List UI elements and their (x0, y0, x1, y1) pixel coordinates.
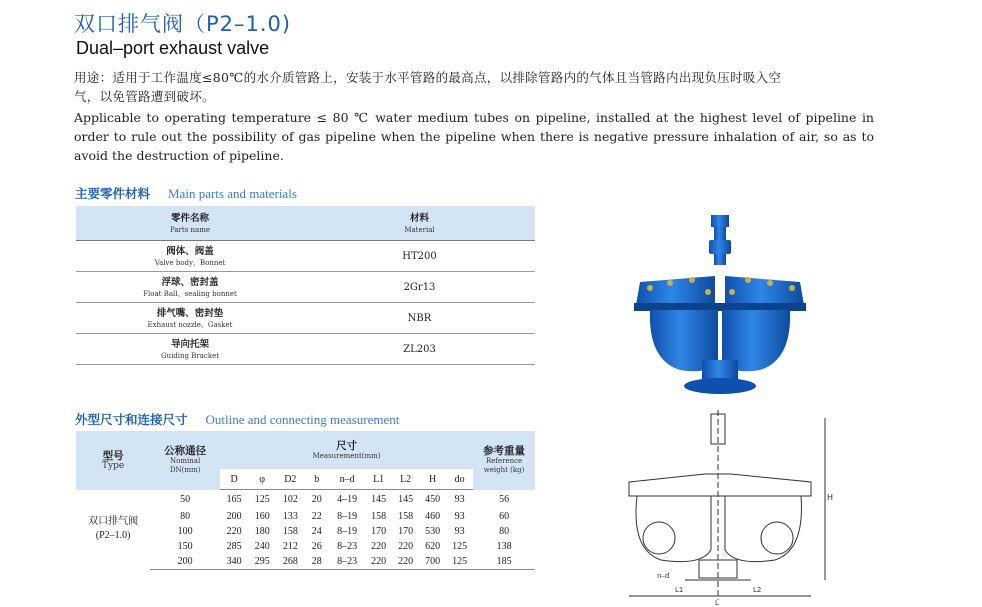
model-cn: 双口排气阀 (88, 516, 139, 528)
weight-en1: Reference (485, 457, 523, 466)
drawing-label-nd: n–d (657, 572, 670, 580)
dim-value: 8–19 (337, 525, 358, 537)
parts-table (76, 206, 535, 365)
type-en: Type (102, 460, 125, 471)
description (74, 68, 874, 165)
dim-value: 268 (276, 554, 304, 570)
dim-value: 24 (311, 525, 322, 537)
dim-value: 93 (454, 525, 465, 537)
weight-cn: 参考重量 (483, 445, 526, 458)
drawing-left-body (636, 496, 711, 562)
dim-value: 240 (254, 540, 270, 552)
dim-value: 158 (282, 525, 298, 537)
dims-table (76, 431, 535, 570)
valve-inlet-flange (684, 378, 756, 394)
drawing-left-float (643, 522, 675, 554)
dim-value: 220 (226, 525, 242, 537)
dim-value: 180 (254, 525, 270, 537)
part-name (76, 334, 304, 365)
parts-header-row (76, 206, 535, 241)
dim-value: 285 (226, 540, 242, 552)
dim-value: 200 (226, 510, 242, 522)
valve-left-cover (636, 276, 715, 305)
dim-value: 170 (371, 525, 387, 537)
dim-value: 165 (226, 493, 242, 505)
dn-cn: 公称通径 (164, 445, 207, 458)
weight-value: 185 (473, 554, 535, 570)
part-name-cn: 导向托架 (170, 338, 209, 350)
dim-value: 160 (254, 510, 270, 522)
col-header: H (419, 469, 446, 490)
dim-value: 4–19 (337, 493, 358, 505)
col-header: n–d (329, 469, 365, 490)
dims-header-size (220, 431, 473, 469)
part-name-en: Exhaust nozzle、Gasket (147, 320, 233, 329)
dim-value: 125 (452, 540, 468, 552)
col-header: D (220, 469, 248, 490)
dim-value: 125 (446, 554, 473, 570)
model-code: (P2–1.0) (95, 530, 131, 542)
dn-value: 50 (180, 493, 191, 505)
part-name-cn: 排气嘴、密封垫 (156, 307, 224, 319)
weight-value: 60 (499, 510, 510, 522)
dims-heading-cn: 外型尺寸和连接尺寸 (75, 412, 188, 427)
part-name-en: Float Ball、sealing bonnet (143, 289, 237, 298)
col-header: φ (248, 469, 276, 490)
drawing-right-float (761, 522, 793, 554)
dim-value: 102 (282, 493, 298, 505)
description-en: Applicable to operating temperature ≤ 80 ℃ water medium tubes on pipeline, installed at the highest level of pipeline in order to rule out the possibility of gas pipeline when the pipeline when there is negative pressure inhalation of air, so as to avoid the destruction of pipeline. (74, 110, 874, 163)
dims-section-heading (75, 410, 399, 428)
part-name (76, 303, 304, 334)
dim-value: 93 (454, 493, 465, 505)
dim-value: 22 (311, 510, 322, 522)
dn-en1: Nominal (170, 457, 201, 466)
parts-header-material (304, 206, 535, 241)
col-header: do (446, 469, 473, 490)
table-row (76, 272, 535, 303)
part-name (76, 241, 304, 272)
dn-en2: DN(mm) (169, 466, 201, 475)
dim-value: 133 (282, 510, 298, 522)
page-title-cn: 双口排气阀（P2–1.0) (74, 12, 292, 36)
weight-value: 80 (499, 525, 510, 537)
table-row (76, 241, 535, 272)
dim-value: 340 (220, 554, 248, 570)
dim-value: 170 (398, 525, 414, 537)
dim-value: 158 (371, 510, 387, 522)
dim-value: 450 (425, 493, 441, 505)
valve-top-cap (711, 215, 729, 227)
dim-value: 220 (365, 554, 392, 570)
dim-value: 125 (254, 493, 270, 505)
parts-heading-en: Main parts and materials (168, 186, 297, 201)
part-name-cn: 阀体、阀盖 (166, 245, 214, 257)
dim-value: 460 (425, 510, 441, 522)
dims-header-weight (473, 431, 535, 490)
weight-value: 56 (499, 493, 510, 505)
parts-heading-cn: 主要零件材料 (75, 186, 151, 201)
dim-value: 8–23 (329, 554, 365, 570)
parts-header-mat-cn: 材料 (409, 212, 429, 224)
dim-value: 700 (419, 554, 446, 570)
weight-en2: weight (kg) (483, 466, 525, 475)
part-name-en: Guiding Bracket (160, 351, 220, 360)
dim-value: 212 (282, 540, 298, 552)
dims-heading-en: Outline and connecting measurement (205, 412, 400, 427)
parts-header-mat-en: Material (404, 225, 435, 234)
dim-value: 93 (454, 510, 465, 522)
dim-value: 26 (311, 540, 322, 552)
size-en: Measurement(mm) (312, 451, 381, 460)
dims-header-type (76, 431, 150, 490)
part-name-en: Valve body、Bonnet (154, 258, 226, 267)
dim-value: 145 (398, 493, 414, 505)
drawing-label-L1: L1 (675, 586, 684, 594)
dim-value: 8–23 (337, 540, 358, 552)
table-row (76, 303, 535, 334)
valve-flange-line (634, 303, 806, 311)
table-row (76, 490, 535, 509)
table-row (76, 334, 535, 365)
dim-value: 220 (371, 540, 387, 552)
part-name (76, 272, 304, 303)
dim-value: 530 (425, 525, 441, 537)
part-name-cn: 浮球、密封盖 (161, 276, 219, 288)
parts-header-name-en: Parts name (169, 225, 210, 234)
dim-value: 220 (392, 554, 419, 570)
dim-value: 8–19 (337, 510, 358, 522)
model-cell (76, 490, 150, 570)
parts-header-name (76, 206, 304, 241)
parts-section-heading (75, 184, 297, 202)
drawing-label-L: L (715, 599, 719, 607)
drawing-label-H: H (827, 493, 834, 502)
dim-value: 220 (398, 540, 414, 552)
dim-value: 158 (398, 510, 414, 522)
dim-value: 145 (371, 493, 387, 505)
size-cn: 尺寸 (336, 439, 358, 452)
dims-header-dn (150, 431, 220, 490)
col-header: b (304, 469, 329, 490)
description-cn-line1: 用途：适用于工作温度≤80℃的水介质管路上，安装于水平管路的最高点，以排除管路内的气体且当管路内出现负压时吸入空 (74, 70, 782, 85)
part-material: 2Gr13 (304, 272, 535, 303)
col-header: D2 (276, 469, 304, 490)
description-cn-line2: 气，以免管路遭到破坏。 (74, 89, 215, 104)
valve-stem-body (709, 240, 731, 254)
dim-value: 28 (304, 554, 329, 570)
dn-value: 150 (177, 540, 193, 552)
dim-value: 20 (311, 493, 322, 505)
part-material: NBR (304, 303, 535, 334)
valve-photo (620, 210, 820, 410)
col-header: L2 (392, 469, 419, 490)
part-material: HT200 (304, 241, 535, 272)
parts-header-name-cn: 零件名称 (170, 212, 209, 224)
dim-value: 620 (425, 540, 441, 552)
page-title-en: Dual–port exhaust valve (76, 38, 270, 58)
type-cn: 型号 (102, 449, 124, 462)
drawing-cover (629, 474, 811, 496)
weight-value: 138 (496, 540, 512, 552)
col-header: L1 (365, 469, 392, 490)
dn-value: 80 (180, 510, 191, 522)
dn-value: 100 (177, 525, 193, 537)
dims-header-row1 (76, 431, 535, 469)
part-material: ZL203 (304, 334, 535, 365)
valve-drawing (615, 410, 840, 607)
dn-value: 200 (150, 554, 220, 570)
drawing-label-L2: L2 (753, 586, 762, 594)
dim-value: 295 (248, 554, 276, 570)
